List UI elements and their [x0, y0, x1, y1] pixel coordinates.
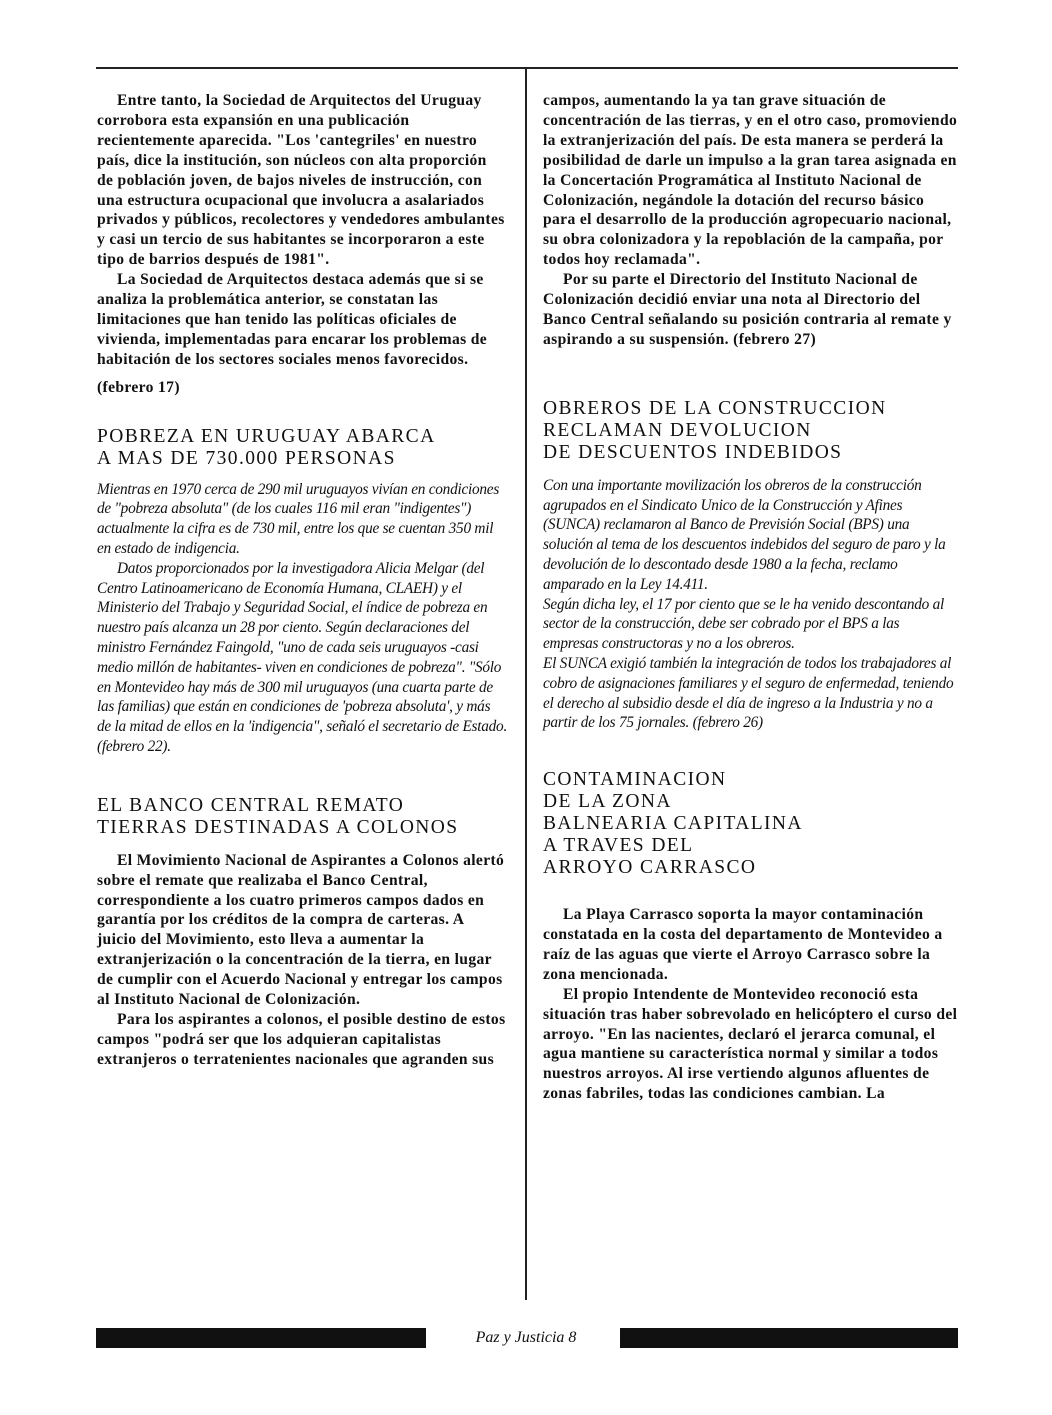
article-paragraph: El SUNCA exigió también la integración de todos los trabajadores al cobro de asignaciones familiares y el seguro de enfermedad, teniendo el derecho al subsidio desde el día de ingreso a la Industria y no a partir de los 75 jornales. (febrero 26) — [543, 654, 954, 732]
article-paragraph: Con una importante movilización los obreros de la construcción agrupados en el Sindicato Unico de la Construcción y Afines (SUNCA) reclamaron al Banco de Previsión Social (BPS) una solución al tema de los descuentos indebidos del seguro de paro y la devolución de lo descontado desde 1980 a la fecha, reclamo amparado en la Ley 14.411. — [543, 476, 946, 593]
article-headline — [543, 398, 958, 464]
headline-line: DE LA ZONA — [543, 791, 672, 813]
article-paragraph: Datos proporcionados por la investigadora Alicia Melgar (del Centro Latinoamericano de Economía Humana, CLAEH) y el Ministerio del Trabajo y Seguridad Social, el índice de pobreza en nuestro país alcanza un 28 por ciento. Según declaraciones del ministro Fernández Faingold, "uno de cada seis uruguayos -casi medio millón de habitantes- viven en condiciones de pobreza". "Sólo en Montevideo hay más de 300 mil uruguayos (una cuarta parte de las familias) que están en condiciones de 'pobreza absoluta', y más de la mitad de ellos en la 'indigencia", señaló el secretario de Estado. (febrero 22). — [97, 559, 508, 755]
headline-line: DE DESCUENTOS INDEBIDOS — [543, 441, 843, 463]
article-paragraph: Por su parte el Directorio del Instituto Nacional de Colonización decidió enviar una nota al Directorio del Banco Central señalando su posición contraria al remate y aspirando a su suspensión. (febrero 27) — [543, 271, 952, 348]
right-column — [543, 91, 958, 1104]
article-pobreza — [97, 426, 507, 757]
column-divider — [525, 68, 527, 1300]
headline-line: A MAS DE 730.000 PERSONAS — [97, 447, 396, 469]
footer-bar-left — [96, 1328, 426, 1348]
article-paragraph: campos, aumentando la ya tan grave situación de concentración de las tierras, y en el otro caso, promoviendo la extranjerización del país. De esta manera se perderá la posibilidad de darle un impulso a la gran tarea asignada en la Concertación Programática al Instituto Nacional de Colonización, negándole la dotación del recurso básico para el desarrollo de la producción agropecuario nacional, su obra colonizadora y la repoblación de la campaña, por todos hoy reclamada". — [543, 92, 958, 269]
footer-bar-right — [620, 1328, 958, 1348]
article-obreros — [543, 398, 958, 733]
intro-paragraph: La Sociedad de Arquitectos destaca además que si se analiza la problemática anterior, se constatan las limitaciones que han tenido las políticas oficiales de vivienda, implementadas para encarar los problemas de habitación de los sectores sociales menos favorecidos. — [97, 271, 488, 368]
article-headline — [97, 426, 507, 470]
article-paragraph: La Playa Carrasco soporta la mayor contaminación constatada en la costa del departamento de Montevideo a raíz de las aguas que vierte el Arroyo Carrasco sobre la zona mencionada. — [543, 906, 943, 983]
article-headline — [543, 769, 958, 879]
page-number-label: Paz y Justicia 8 — [475, 1329, 577, 1346]
headline-line: EL BANCO CENTRAL REMATO — [97, 794, 405, 816]
top-rule — [96, 67, 958, 69]
headline-line: BALNEARIA CAPITALINA — [543, 813, 803, 835]
page-footer — [96, 1328, 958, 1350]
article-paragraph: El Movimiento Nacional de Aspirantes a Colonos alertó sobre el remate que realizaba el Banco Central, correspondiente a los cuatro primeros campos dados en garantía por los créditos de la compra de carteras. A juicio del Movimiento, esto lleva a aumentar la extranjerización o la concentración de la tierra, en lugar de cumplir con el Acuerdo Nacional y entregar los campos al Instituto Nacional de Colonización. — [97, 851, 505, 1009]
headline-line: CONTAMINACION — [543, 769, 727, 791]
headline-line: OBREROS DE LA CONSTRUCCION — [543, 397, 887, 419]
article-paragraph: Mientras en 1970 cerca de 290 mil uruguayos vivían en condiciones de "pobreza absoluta" (de los cuales 116 mil eran "indigentes") actualmente la cifra es de 730 mil, entre los que se cuentan 350 mil en estado de indigencia. — [97, 480, 500, 557]
article-contaminacion — [543, 769, 958, 1104]
article-banco — [97, 795, 507, 1070]
article-paragraph: El propio Intendente de Montevideo reconoció esta situación tras haber sobrevolado en helicóptero el curso del arroyo. "En las nacientes, declaró el jerarca comunal, el agua mantiene su característica normal y similar a todos nuestros arroyos. Al irse vertiendo algunos afluentes de zonas fabriles, todas las condiciones cambian. La — [543, 985, 958, 1103]
article-paragraph: Según dicha ley, el 17 por ciento que se le ha venido descontando al sector de la construcción, debe ser cobrado por el BPS a las empresas constructoras y no a los obreros. — [543, 595, 945, 653]
headline-line: TIERRAS DESTINADAS A COLONOS — [97, 816, 459, 838]
article-date: (febrero 17) — [97, 378, 180, 396]
headline-line: ARROYO CARRASCO — [543, 857, 757, 879]
article-paragraph: Para los aspirantes a colonos, el posible destino de estos campos "podrá ser que los adquieran capitalistas extranjeros o terratenientes nacionales que agranden sus — [97, 1011, 506, 1068]
headline-line: POBREZA EN URUGUAY ABARCA — [97, 425, 436, 447]
headline-line: RECLAMAN DEVOLUCION — [543, 419, 812, 441]
left-column — [97, 91, 507, 1070]
article-headline — [97, 795, 507, 839]
headline-line: A TRAVES DEL — [543, 835, 694, 857]
intro-paragraph: Entre tanto, la Sociedad de Arquitectos del Uruguay corrobora esta expansión en una publicación recientemente aparecida. "Los 'cantegriles' en nuestro país, dice la institución, son núcleos con alta proporción de población joven, de bajos niveles de instrucción, con una estructura ocupacional que involucra a asalariados privados y públicos, recolectores y vendedores ambulantes y casi un tercio de sus habitantes se incorporaron a este tipo de barrios después de 1981". — [97, 92, 505, 269]
